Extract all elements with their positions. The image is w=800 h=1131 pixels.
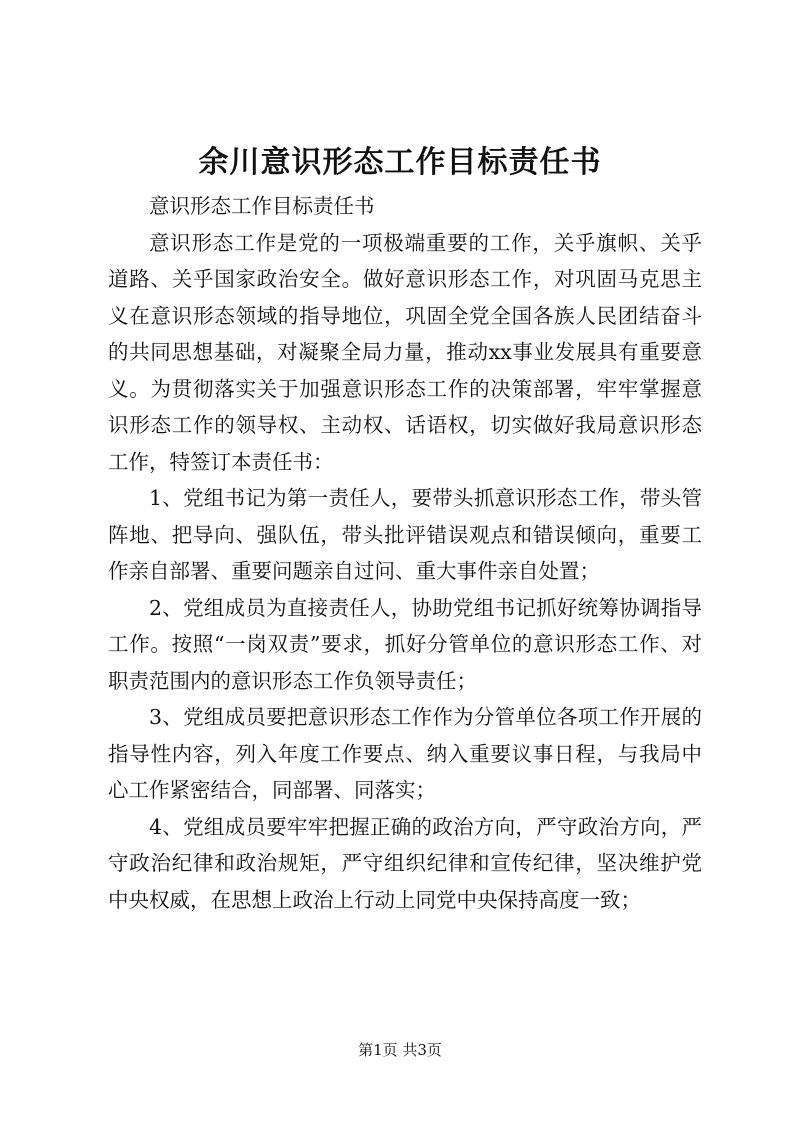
page-number-footer: 第1页 共3页 (358, 1041, 442, 1059)
body-paragraph-item-4: 4、党组成员要牢牢把握正确的政治方向，严守政治方向，严守政治纪律和政治规矩，严守组织纪律和宣传纪律，坚决维护党中央权威，在思想上政治上行动上同党中央保持高度一致； (108, 814, 702, 912)
document-title: 余川意识形态工作目标责任书 (198, 145, 602, 180)
body-paragraph-item-3: 3、党组成员要把意识形态工作作为分管单位各项工作开展的指导性内容，列入年度工作要点、纳入重要议事日程，与我局中心工作紧密结合，同部署、同落实； (108, 705, 702, 802)
body-paragraph-intro: 意识形态工作是党的一项极端重要的工作，关乎旗帜、关乎道路、关乎国家政治安全。做好意识形态工作，对巩固马克思主义在意识形态领域的指导地位，巩固全党全国各族人民团结奋斗的共同思想基础，对凝聚全局力量，推动xx事业发展具有重要意义。为贯彻落实关于加强意识形态工作的决策部署，牢牢掌握意识形态工作的领导权、主动权、话语权，切实做好我局意识形态工作，特签订本责任书： (108, 230, 702, 474)
document-body (108, 188, 702, 918)
body-paragraph-item-1: 1、党组书记为第一责任人，要带头抓意识形态工作，带头管阵地、把导向、强队伍，带头批评错误观点和错误倾向，重要工作亲自部署、重要问题亲自过问、重大事件亲自处置； (108, 486, 702, 583)
body-paragraph-subtitle: 意识形态工作目标责任书 (149, 194, 375, 218)
body-paragraph-item-2: 2、党组成员为直接责任人，协助党组书记抓好统筹协调指导工作。按照“一岗双责”要求，抓好分管单位的意识形态工作、对职责范围内的意识形态工作负领导责任； (108, 595, 702, 693)
